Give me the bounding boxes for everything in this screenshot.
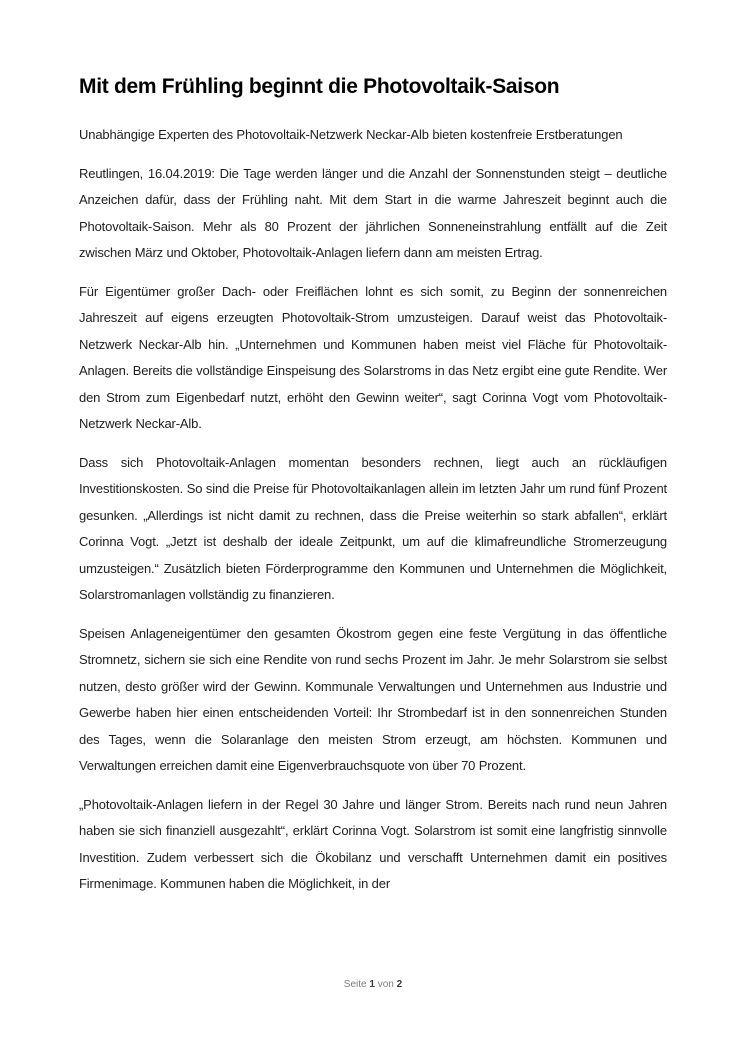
paragraph-3: Dass sich Photovoltaik-Anlagen momentan besonders rechnen, liegt auch an rückläufigen Investitionskosten. So sind die Preise für Photovoltaikanlagen allein im letzten Jahr um rund fünf Prozent gesunken. „Allerdings ist nicht damit zu rechnen, dass die Preise weiterhin so stark abfallen“, erklärt Corinna Vogt. „Jetzt ist deshalb der ideale Zeitpunkt, um auf die klimafreundliche Stromerzeugung umzusteigen.“ Zusätzlich bieten Förderprogramme den Kommunen und Unternehmen die Möglichkeit, Solarstromanlagen vollständig zu finanzieren. bbox=[79, 454, 667, 602]
paragraph-5: „Photovoltaik-Anlagen liefern in der Regel 30 Jahre und länger Strom. Bereits nach rund neun Jahren haben sie sich finanziell ausgezahlt“, erklärt Corinna Vogt. Solarstrom ist somit eine langfristig sinnvolle Investition. Zudem verbessert sich die Ökobilanz und verschafft Unternehmen damit ein positives Firmenimage. Kommunen haben die Möglichkeit, in der bbox=[79, 796, 667, 891]
paragraph-2: Für Eigentümer großer Dach- oder Freiflächen lohnt es sich somit, zu Beginn der sonnenreichen Jahreszeit auf eigens erzeugten Photovoltaik-Strom umzusteigen. Darauf weist das Photovoltaik-Netzwerk Neckar-Alb hin. „Unternehmen und Kommunen haben meist viel Fläche für Photovoltaik-Anlagen. Bereits die vollständige Einspeisung des Solarstroms in das Netz ergibt eine gute Rendite. Wer den Strom zum Eigenbedarf nutzt, erhöht den Gewinn weiter“, sagt Corinna Vogt vom Photovoltaik-Netzwerk Neckar-Alb. bbox=[79, 283, 667, 431]
page-title: Mit dem Frühling beginnt die Photovoltaik-Saison bbox=[79, 75, 560, 98]
footer-current-page: 1 bbox=[369, 979, 375, 990]
subtitle: Unabhängige Experten des Photovoltaik-Netzwerk Neckar-Alb bieten kostenfreie Erstberatungen bbox=[79, 127, 623, 142]
footer-label-of: von bbox=[377, 979, 394, 990]
footer-label-page: Seite bbox=[343, 979, 367, 990]
footer-total-pages: 2 bbox=[396, 979, 403, 990]
paragraph-4: Speisen Anlageneigentümer den gesamten Ökostrom gegen eine feste Vergütung in das öffentliche Stromnetz, sichern sie sich eine Rendite von rund sechs Prozent im Jahr. Je mehr Solarstrom sie selbst nutzen, desto größer wird der Gewinn. Kommunale Verwaltungen und Unternehmen aus Industrie und Gewerbe haben hier einen entscheidenden Vorteil: Ihr Strombedarf ist in den sonnenreichen Stunden des Tages, wenn die Solaranlage den meisten Strom erzeugt, am höchsten. Kommunen und Verwaltungen erreichen damit eine Eigenverbrauchsquote von über 70 Prozent. bbox=[79, 625, 667, 773]
paragraph-1: Reutlingen, 16.04.2019: Die Tage werden länger und die Anzahl der Sonnenstunden steigt – deutliche Anzeichen dafür, dass der Frühling naht. Mit dem Start in die warme Jahreszeit beginnt auch die Photovoltaik-Saison. Mehr als 80 Prozent der jährlichen Sonneneinstrahlung entfällt auf die Zeit zwischen März und Oktober, Photovoltaik-Anlagen liefern dann am meisten Ertrag. bbox=[79, 165, 667, 260]
page-footer bbox=[0, 978, 746, 992]
